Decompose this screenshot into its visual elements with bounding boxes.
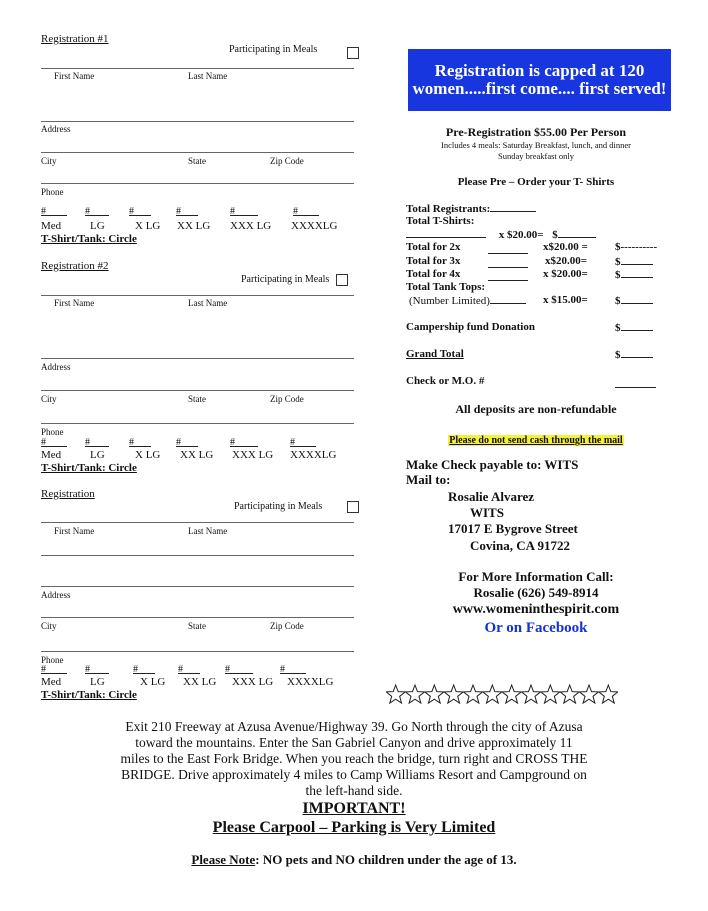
phone-label: Phone bbox=[41, 187, 64, 197]
registration-title: Registration #1 bbox=[41, 33, 109, 45]
total-registrants-label: Total Registrants: bbox=[406, 203, 491, 215]
total-2x-dashes: $---------- bbox=[615, 241, 658, 253]
first-name-label: First Name bbox=[54, 298, 95, 308]
size-options bbox=[0, 449, 400, 463]
state-label: State bbox=[188, 394, 206, 404]
size-xxxlg[interactable]: XXX LG bbox=[232, 449, 274, 461]
directions-line: miles to the East Fork Bridge. When you reach the bridge, turn right and CROSS THE bbox=[120, 751, 588, 766]
last-name-label: Last Name bbox=[188, 71, 228, 81]
pets-children-note bbox=[60, 852, 648, 868]
price-4x: x $20.00= bbox=[543, 268, 588, 280]
check-mo-field[interactable] bbox=[615, 378, 656, 388]
tank-total-field[interactable] bbox=[621, 294, 653, 304]
size-blanks: # # # # # # bbox=[0, 437, 400, 451]
size-xlg[interactable]: X LG bbox=[135, 220, 161, 232]
prereg-sub1: Includes 4 meals: Saturday Breakfast, lunch, and dinner bbox=[440, 140, 631, 150]
website-link[interactable]: www.womeninthespirit.com bbox=[452, 602, 620, 617]
size-xxlg[interactable]: XX LG bbox=[180, 449, 214, 461]
note-label: Please Note bbox=[191, 852, 256, 867]
meals-label: Participating in Meals bbox=[241, 274, 330, 285]
directions bbox=[60, 719, 648, 799]
tank-tops-label: Total Tank Tops: bbox=[406, 281, 486, 293]
address-label: Address bbox=[41, 124, 71, 134]
limited-label: (Number Limited) bbox=[409, 295, 490, 307]
star-icon bbox=[579, 685, 598, 703]
registration-title: Registration #2 bbox=[41, 260, 109, 272]
last-name-label: Last Name bbox=[188, 526, 228, 536]
size-lg[interactable]: LG bbox=[90, 220, 105, 232]
star-icon bbox=[444, 685, 463, 703]
mail-to-label: Mail to: bbox=[406, 472, 451, 487]
star-icon bbox=[463, 685, 482, 703]
shirt-label: T-Shirt/Tank: Circle bbox=[41, 689, 137, 701]
tank-price: x $15.00= bbox=[543, 294, 588, 306]
price-3x: x$20.00= bbox=[545, 255, 588, 267]
size-xxxxlg[interactable]: XXXXLG bbox=[291, 220, 338, 232]
note-text: : NO pets and NO children under the age of 13. bbox=[255, 852, 517, 867]
size-options bbox=[0, 220, 400, 234]
campership-field[interactable] bbox=[621, 321, 653, 331]
zip-label: Zip Code bbox=[270, 394, 304, 404]
more-info: For More Information Call: bbox=[458, 569, 614, 584]
mail-street: 17017 E Bygrove Street bbox=[448, 521, 578, 536]
directions-line: the left-hand side. bbox=[305, 783, 403, 798]
star-icon bbox=[521, 685, 540, 703]
total-tshirts-label: Total T-Shirts: bbox=[406, 215, 475, 227]
state-label: State bbox=[188, 621, 206, 631]
star-icon bbox=[386, 685, 405, 703]
contact-phone: Rosalie (626) 549-8914 bbox=[473, 585, 599, 600]
preorder-heading: Please Pre – Order your T- Shirts bbox=[457, 176, 615, 188]
meals-checkbox[interactable] bbox=[336, 274, 348, 286]
star-icon bbox=[483, 685, 502, 703]
first-name-label: First Name bbox=[54, 526, 95, 536]
mail-city: Covina, CA 91722 bbox=[470, 538, 571, 553]
total-2x-field[interactable] bbox=[488, 244, 528, 254]
address-label: Address bbox=[41, 590, 71, 600]
zip-label: Zip Code bbox=[270, 156, 304, 166]
check-mo-label: Check or M.O. # bbox=[406, 375, 485, 387]
prereg-sub2: Sunday breakfast only bbox=[497, 151, 574, 161]
directions-line: Exit 210 Freeway at Azusa Avenue/Highway 39. Go North through the city of Azusa bbox=[125, 719, 583, 734]
tshirt-price: x $20.00= bbox=[498, 229, 544, 241]
carpool-notice: Please Carpool – Parking is Very Limited bbox=[212, 819, 496, 836]
no-cash-warning: Please do not send cash through the mail bbox=[449, 435, 623, 446]
campership-label: Campership fund Donation bbox=[406, 321, 535, 333]
size-xlg[interactable]: X LG bbox=[140, 676, 166, 688]
star-divider bbox=[386, 683, 618, 707]
size-xxlg[interactable]: XX LG bbox=[183, 676, 217, 688]
star-icon bbox=[560, 685, 579, 703]
size-blanks: # # # # # # bbox=[0, 664, 400, 678]
phone-label: Phone bbox=[41, 655, 64, 665]
price-2x: x$20.00 = bbox=[543, 241, 588, 253]
size-xxxxlg[interactable]: XXXXLG bbox=[290, 449, 337, 461]
star-icon bbox=[599, 685, 618, 703]
size-med[interactable]: Med bbox=[41, 220, 62, 232]
facebook-link[interactable]: Or on Facebook bbox=[484, 620, 588, 636]
capacity-banner: Registration is capped at 120 women.....first come.... first served! bbox=[408, 49, 671, 111]
state-label: State bbox=[188, 156, 206, 166]
meals-checkbox[interactable] bbox=[347, 501, 359, 513]
total-tshirts-field[interactable] bbox=[406, 228, 486, 238]
meals-label: Participating in Meals bbox=[234, 501, 323, 512]
total-4x-amount[interactable] bbox=[621, 268, 653, 278]
star-icon bbox=[541, 685, 560, 703]
total-4x-label: Total for 4x bbox=[406, 268, 461, 280]
zip-label: Zip Code bbox=[270, 621, 304, 631]
first-name-label: First Name bbox=[54, 71, 95, 81]
phone-label: Phone bbox=[41, 427, 64, 437]
mail-name: Rosalie Alvarez bbox=[448, 489, 535, 504]
registration-title: Registration bbox=[41, 488, 95, 500]
last-name-label: Last Name bbox=[188, 298, 228, 308]
size-xxxxlg[interactable]: XXXXLG bbox=[287, 676, 334, 688]
directions-line: BRIDGE. Drive approximately 4 miles to Camp Williams Resort and Campground on bbox=[121, 767, 587, 782]
total-4x-field[interactable] bbox=[488, 271, 528, 281]
total-2x-label: Total for 2x bbox=[406, 241, 461, 253]
address-label: Address bbox=[41, 362, 71, 372]
city-label: City bbox=[41, 394, 57, 404]
meals-checkbox[interactable] bbox=[347, 47, 359, 59]
total-registrants-field[interactable] bbox=[490, 202, 536, 212]
tank-tops-field[interactable] bbox=[490, 294, 526, 304]
city-label: City bbox=[41, 621, 57, 631]
important-heading: IMPORTANT! bbox=[302, 800, 406, 817]
star-icon bbox=[405, 685, 424, 703]
star-icon bbox=[425, 685, 444, 703]
non-refundable-note: All deposits are non-refundable bbox=[455, 402, 617, 416]
tshirt-total-field[interactable] bbox=[558, 228, 596, 238]
size-lg[interactable]: LG bbox=[90, 449, 105, 461]
shirt-label: T-Shirt/Tank: Circle bbox=[41, 462, 137, 474]
total-3x-field[interactable] bbox=[488, 258, 528, 268]
directions-line: toward the mountains. Enter the San Gabriel Canyon and drive approximately 11 bbox=[135, 735, 573, 750]
grand-total-label: Grand Total bbox=[406, 348, 464, 360]
mail-org: WITS bbox=[470, 505, 504, 520]
prereg-title: Pre-Registration $55.00 Per Person bbox=[445, 125, 627, 139]
grand-total-field[interactable] bbox=[621, 348, 653, 358]
size-xxxlg[interactable]: XXX LG bbox=[232, 676, 274, 688]
size-blanks: # # # # # # bbox=[0, 206, 400, 236]
size-options bbox=[0, 676, 400, 690]
payable-to: Make Check payable to: WITS bbox=[406, 457, 579, 472]
size-med[interactable]: Med bbox=[41, 676, 62, 688]
size-xxxlg[interactable]: XXX LG bbox=[230, 220, 272, 232]
total-3x-amount[interactable] bbox=[621, 255, 653, 265]
city-label: City bbox=[41, 156, 57, 166]
size-xxlg[interactable]: XX LG bbox=[177, 220, 211, 232]
size-med[interactable]: Med bbox=[41, 449, 62, 461]
size-xlg[interactable]: X LG bbox=[135, 449, 161, 461]
total-3x-label: Total for 3x bbox=[406, 255, 461, 267]
meals-label: Participating in Meals bbox=[229, 44, 318, 55]
size-lg[interactable]: LG bbox=[90, 676, 105, 688]
star-icon bbox=[502, 685, 521, 703]
shirt-label: T-Shirt/Tank: Circle bbox=[41, 233, 137, 245]
